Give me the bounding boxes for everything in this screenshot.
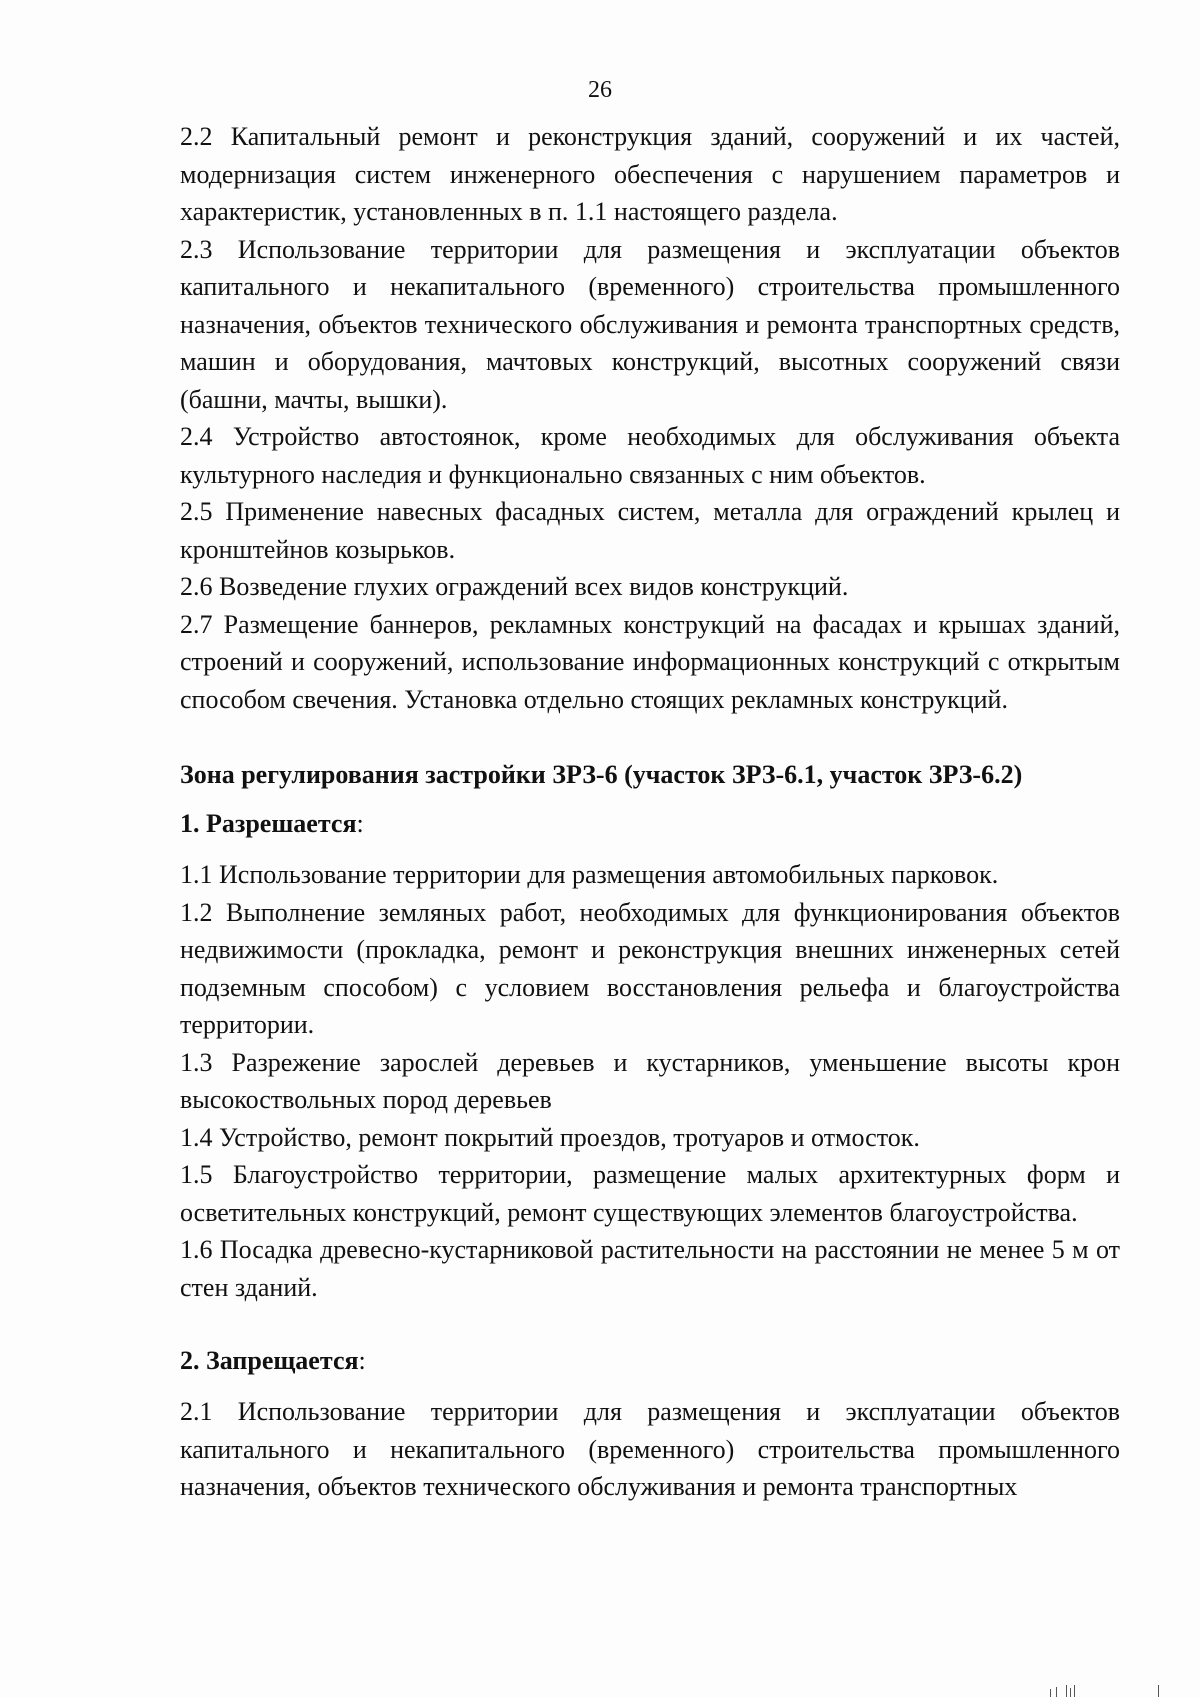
- list-item: [180, 493, 1120, 568]
- zone-heading: Зона регулирования застройки ЗРЗ-6 (участок ЗРЗ-6.1, участок ЗРЗ-6.2): [180, 760, 1023, 789]
- item-text: Применение навесных фасадных систем, металла для ограждений крылец и кронштейнов козырьков.: [180, 497, 1121, 564]
- allowed-colon: :: [356, 809, 364, 838]
- item-text: Устройство автостоянок, кроме необходимых для обслуживания объекта культурного наследия и функционально связанных с ним объектов.: [180, 422, 1121, 489]
- prev-section-list: [180, 118, 1120, 718]
- list-item: [180, 1119, 1120, 1157]
- list-item: [180, 1156, 1120, 1231]
- item-number: 2.1: [180, 1397, 213, 1426]
- forbidden-list: [180, 1393, 1120, 1506]
- list-item: [180, 568, 1120, 606]
- item-number: 2.3: [180, 234, 213, 264]
- item-number: 1.3: [180, 1047, 213, 1077]
- forbidden-subheading: [180, 1342, 1120, 1379]
- item-number: 1.6: [180, 1235, 213, 1264]
- list-item: [180, 418, 1120, 493]
- item-number: 2.7: [180, 609, 213, 639]
- item-text: Благоустройство территории, размещение малых архитектурных форм и осветительных конструкций, ремонт существующих элементов благоустройства.: [180, 1160, 1120, 1227]
- list-item: [180, 606, 1120, 719]
- list-item: [180, 1231, 1120, 1306]
- item-number: 1.2: [180, 897, 213, 927]
- list-item: [180, 856, 1120, 894]
- allowed-label: 1. Разрешается: [180, 809, 357, 838]
- section-spacer: [180, 718, 1120, 756]
- allowed-subheading: [180, 805, 1120, 842]
- allowed-list: [180, 856, 1120, 1306]
- list-item: [180, 231, 1120, 419]
- list-item: [180, 894, 1120, 1044]
- forbidden-colon: :: [358, 1346, 366, 1375]
- list-item: [180, 118, 1120, 231]
- item-text: Возведение глухих ограждений всех видов конструкций.: [219, 572, 849, 601]
- item-text: Устройство, ремонт покрытий проездов, тротуаров и отмосток.: [219, 1122, 920, 1152]
- item-number: 2.5: [180, 497, 213, 526]
- item-text: Разрежение зарослей деревьев и кустарников, уменьшение высоты крон высокоствольных пород деревьев: [180, 1047, 1120, 1114]
- item-number: 1.5: [180, 1160, 213, 1189]
- section-spacer: [180, 1306, 1120, 1342]
- item-number: 1.4: [180, 1122, 213, 1152]
- item-number: 2.2: [180, 122, 213, 151]
- page-number: 26: [588, 77, 612, 103]
- scan-artifact-marks: [1040, 1683, 1180, 1697]
- forbidden-label: 2. Запрещается: [180, 1346, 359, 1375]
- item-text: Посадка древесно-кустарниковой растительности на расстоянии не менее 5 м от стен зданий.: [180, 1235, 1121, 1302]
- item-text: Выполнение земляных работ, необходимых для функционирования объектов недвижимости (прокладка, ремонт и реконструкция внешних инженерных сетей подземным способом) с условием восстановления рельефа и благоустройства территории.: [180, 897, 1121, 1039]
- item-text: Использование территории для размещения и эксплуатации объектов капитального и некапитального (временного) строительства промышленного назначения, объектов технического обслуживания и ремонта транспортных средств, машин и оборудования, мачтовых конструкций, высотных сооружений связи (башни, мачты, вышки).: [180, 234, 1120, 414]
- item-text: Размещение баннеров, рекламных конструкций на фасадах и крышах зданий, строений и сооружений, использование информационных конструкций с открытым способом свечения. Установка отдельно стоящих рекламных конструкций.: [180, 609, 1120, 714]
- list-item: [180, 1393, 1120, 1506]
- item-text: Капитальный ремонт и реконструкция зданий, сооружений и их частей, модернизация систем инженерного обеспечения с нарушением параметров и характеристик, установленных в п. 1.1 настоящего раздела.: [180, 122, 1121, 226]
- item-text: Использование территории для размещения и эксплуатации объектов капитального и некапитального (временного) строительства промышленного назначения, объектов технического обслуживания и ремонта транспортных: [180, 1397, 1120, 1501]
- item-number: 2.4: [180, 422, 213, 451]
- item-text: Использование территории для размещения автомобильных парковок.: [219, 860, 999, 889]
- page-content: [180, 118, 1120, 1506]
- list-item: [180, 1044, 1120, 1119]
- item-number: 2.6: [180, 572, 213, 601]
- item-number: 1.1: [180, 860, 213, 889]
